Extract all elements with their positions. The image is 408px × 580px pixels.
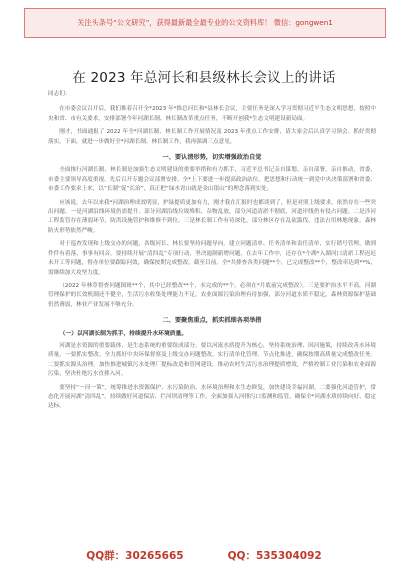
- body-paragraph: 应该说，去年以来我*河湖治理成效明显，护绿提质更加有力，刚才我在汇报时也都谈到了，但是对照上级要求，依然存在一些突出问题。一是河湖沿线环境仍需提升。部分河湖沿线垃圾堆积、杂物乱放，部分河道清淤不彻底，河道岸线仍有侵占问题。二是涉河工程监管存在薄弱环节，防洪设施管护和维修不到位。三是林长制工作有待深化，部分林区存在乱砍滥伐、违法占用林地现象，森林防火形势依然严峻。: [48, 199, 376, 234]
- document-title: 在 2023 年总河长和县级林长会议上的讲话: [72, 70, 336, 86]
- intro-paragraph: 在市委会议召开后，我们推着召开全*2023 年*推总河长和*县林长会议，主要任务是深入学习贯彻习近平生态文明思想，按照中央和省、市有关要求，安排部署今年河湖长制、林长制改革重点任务，不断开创我*生态文明建设新局面。: [48, 106, 376, 122]
- section-heading-1: 一、要认清形势，切实增强政治自觉: [162, 154, 262, 162]
- section-heading-2: 二、要聚焦重点，抓实抓细各项举措: [162, 317, 262, 325]
- document-body: [48, 90, 376, 536]
- body-paragraph: 要坚持“一河一策”，统筹推进水资源保护、水污染防治、水环境治理和水生态修复，加快建设幸福河湖。二要强化河道管护，常态化开展河湖“清四乱”，持续做好河道保洁、拦河坝清理等工作，全面加强入河排污口监测和监管，确保全*河湖水质持续向好、稳定达标。: [48, 384, 376, 410]
- body-paragraph: 全面推行河湖长制、林长制是加强生态文明建设的重要举措和有力抓手，习近平总书记亲自谋划、亲自部署、亲自推动，省委、市委主要领导高度重视。先后召开专题会议部署安排。全*上下要进一步提高政治站位，把思想和行动统一到党中央决策部署和省委、市委工作要求上来，以“长制”促“长治”，真正把“绿水青山就是金山银山”的理念落到实处。: [48, 167, 376, 193]
- qq-group-text: QQ群：30265665: [86, 550, 184, 562]
- body-paragraph: 河湖是水资源的重要载体，是生态系统的重要组成部分。要以河流水质提升为核心，坚持系统治理、因河施策，持续改善水环境质量。一要抓实整改。全力抓好中央环保督察及上级交办问题整改，实行清单化管理、节点化推进，确保按期高质量完成整改任务。二要抓实源头治理。加快推进城镇污水处理厂提标改造和管网建设，推动农村生活污水治理提质增效，严格控制工业污染和农业面源污染，坚决杜绝污水直排入河。: [48, 342, 376, 378]
- body-paragraph: （2022 年林草督查问题图斑**个，其中已经整改**个，未完成的**个，必须在*月底前完成整改）。三是要护治水平不高，河湖管理保护的长效机制还不健全，生活污水收集处理能力不足，农业面源污染治理有待加强，部分河道水质不稳定，森林资源保护基础仍然薄弱，林业产业发展不够充分。: [48, 282, 376, 308]
- body-paragraph: 对于巡查发现和上级交办的问题，各级河长、林长要坚持问题导向，建立问题清单、任务清单和责任清单，实行销号管理，做到件件有着落、事事有回音。要持续开展“清四乱”专项行动，坚决遏制新增问题。在去年工作中，还存在*个湖*入湖河口清淤工程迟迟未开工等问题，督办单位要跟踪问效，确保按期完成整改。截至目前，全*共排查各类问题**个，已完成整改**个，整改率达到**%，需继续加大攻坚力度。: [48, 241, 376, 276]
- contact-footer: [0, 548, 408, 566]
- qq-text: QQ：535304092: [227, 550, 322, 562]
- subsection-heading: （一）以河湖长制为抓手，持续提升水环境质量。: [59, 330, 188, 337]
- greeting: 同志们：: [48, 91, 71, 97]
- promo-banner: [24, 8, 386, 38]
- promo-banner-text: 关注头条号“公文研究”，获得最新最全最专业的公文资料库！ 微信：gongwen1: [77, 18, 333, 27]
- intro-paragraph: 刚才，书面通报了 2022 年全*河湖长制、林长制工作开展情况及 2023 年重点工作安排，请大家会后认真学习领会、抓好贯彻落实。下面，就进一步做好全*河湖长制、林长制工作，我再强调三点意见。: [48, 129, 376, 145]
